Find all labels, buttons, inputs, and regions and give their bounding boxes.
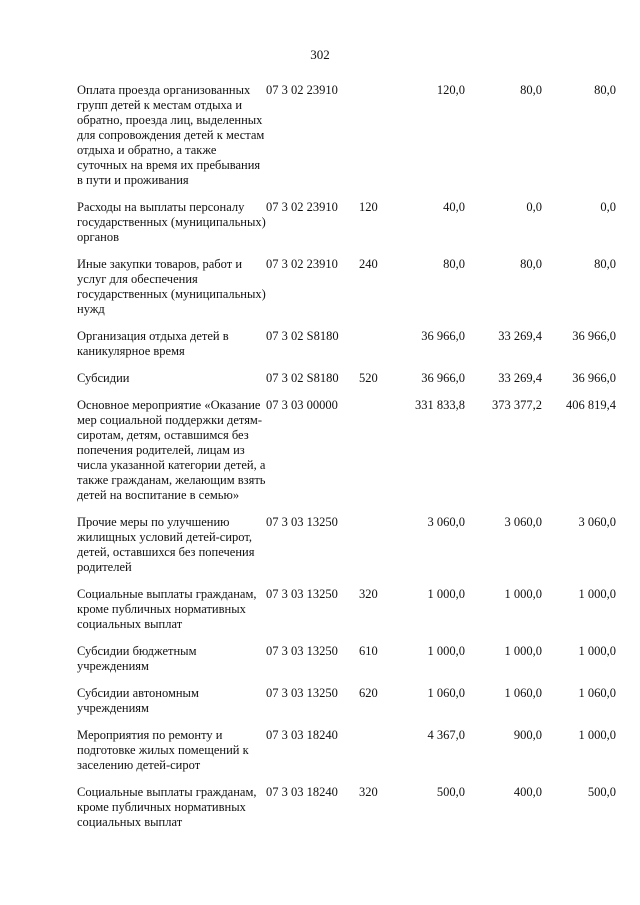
table-row: [77, 587, 616, 644]
row-expense-type: 520: [359, 371, 378, 385]
row-code: 07 3 03 13250: [266, 686, 338, 700]
row-code: 07 3 03 18240: [266, 728, 338, 742]
table-row: [77, 728, 616, 785]
row-amount-3: 406 819,4: [566, 398, 616, 412]
row-expense-type: 240: [359, 257, 378, 271]
row-amount-3: 500,0: [587, 785, 616, 799]
row-name: Субсидии бюджетным учреждениям: [77, 644, 197, 673]
row-amount-1: 36 966,0: [421, 329, 465, 343]
row-amount-2: 1 000,0: [504, 587, 542, 601]
row-expense-type: 320: [359, 587, 378, 601]
row-amount-2: 3 060,0: [504, 515, 542, 529]
page-number: 302: [310, 47, 330, 62]
table-row: [77, 371, 616, 398]
row-amount-3: 80,0: [594, 257, 616, 271]
row-expense-type: 620: [359, 686, 378, 700]
row-name: Расходы на выплаты персоналу государственных (муниципальных) органов: [77, 200, 266, 244]
row-code: 07 3 02 S8180: [266, 329, 339, 343]
row-code: 07 3 02 23910: [266, 257, 338, 271]
row-code: 07 3 03 13250: [266, 644, 338, 658]
row-amount-2: 80,0: [520, 83, 542, 97]
row-expense-type: 120: [359, 200, 378, 214]
table-row: [77, 83, 616, 200]
row-code: 07 3 03 00000: [266, 398, 338, 412]
row-name: Иные закупки товаров, работ и услуг для обеспечения государственных (муниципальных) нужд: [77, 257, 266, 316]
row-amount-2: 33 269,4: [498, 329, 542, 343]
table-row: [77, 515, 616, 587]
row-amount-2: 900,0: [513, 728, 542, 742]
row-amount-2: 400,0: [513, 785, 542, 799]
row-amount-1: 3 060,0: [427, 515, 465, 529]
row-name: Мероприятия по ремонту и подготовке жилых помещений к заселению детей-сирот: [77, 728, 249, 772]
row-amount-3: 0,0: [600, 200, 616, 214]
row-code: 07 3 02 S8180: [266, 371, 339, 385]
row-code: 07 3 03 13250: [266, 587, 338, 601]
row-expense-type: [359, 329, 388, 371]
row-amount-1: 4 367,0: [427, 728, 465, 742]
row-amount-2: 1 000,0: [504, 644, 542, 658]
table-row: [77, 785, 616, 842]
row-amount-2: 1 060,0: [504, 686, 542, 700]
row-code: 07 3 03 13250: [266, 515, 338, 529]
row-code: 07 3 02 23910: [266, 83, 338, 97]
row-expense-type: 320: [359, 785, 378, 799]
row-name: Социальные выплаты гражданам, кроме публичных нормативных социальных выплат: [77, 785, 257, 829]
row-amount-1: 331 833,8: [415, 398, 465, 412]
row-expense-type: 610: [359, 644, 378, 658]
row-amount-3: 1 000,0: [578, 587, 616, 601]
row-amount-1: 120,0: [436, 83, 465, 97]
row-code: 07 3 03 18240: [266, 785, 338, 799]
row-amount-3: 36 966,0: [572, 329, 616, 343]
row-amount-1: 36 966,0: [421, 371, 465, 385]
row-name: Социальные выплаты гражданам, кроме публичных нормативных социальных выплат: [77, 587, 257, 631]
row-amount-3: 3 060,0: [578, 515, 616, 529]
row-amount-2: 80,0: [520, 257, 542, 271]
table-row: [77, 257, 616, 329]
table-row: [77, 644, 616, 686]
row-code: 07 3 02 23910: [266, 200, 338, 214]
table-row: [77, 398, 616, 515]
row-amount-2: 33 269,4: [498, 371, 542, 385]
row-amount-1: 1 000,0: [427, 587, 465, 601]
row-amount-2: 373 377,2: [492, 398, 542, 412]
row-name: Оплата проезда организованных групп детей к местам отдыха и обратно, проезда лиц, выделенных для сопровождения детей к местам отдыха и обратно, а также суточных на время их пребывания в пути и проживания: [77, 83, 265, 187]
row-name: Основное мероприятие «Оказание мер социальной поддержки детям-сиротам, детям, оставшимся без попечения родителей, лицам из числа указанной категории детей, а также гражданам, желающим взять детей на воспитание в семью»: [77, 398, 266, 502]
row-amount-3: 1 000,0: [578, 644, 616, 658]
row-expense-type: [359, 398, 388, 515]
row-amount-3: 36 966,0: [572, 371, 616, 385]
row-name: Организация отдыха детей в каникулярное время: [77, 329, 229, 358]
budget-table: [77, 83, 616, 842]
row-amount-1: 80,0: [443, 257, 465, 271]
row-expense-type: [359, 83, 388, 200]
row-amount-1: 1 060,0: [427, 686, 465, 700]
row-name: Субсидии: [77, 371, 130, 385]
row-amount-2: 0,0: [526, 200, 542, 214]
row-amount-1: 1 000,0: [427, 644, 465, 658]
table-row: [77, 329, 616, 371]
row-amount-1: 500,0: [436, 785, 465, 799]
row-amount-3: 1 060,0: [578, 686, 616, 700]
table-row: [77, 686, 616, 728]
table-row: [77, 200, 616, 257]
row-amount-3: 80,0: [594, 83, 616, 97]
row-name: Субсидии автономным учреждениям: [77, 686, 199, 715]
row-expense-type: [359, 728, 388, 785]
row-expense-type: [359, 515, 388, 587]
budget-table-body: [77, 83, 616, 842]
row-amount-3: 1 000,0: [578, 728, 616, 742]
row-amount-1: 40,0: [443, 200, 465, 214]
row-name: Прочие меры по улучшению жилищных условий детей-сирот, детей, оставшихся без попечения родителей: [77, 515, 255, 574]
